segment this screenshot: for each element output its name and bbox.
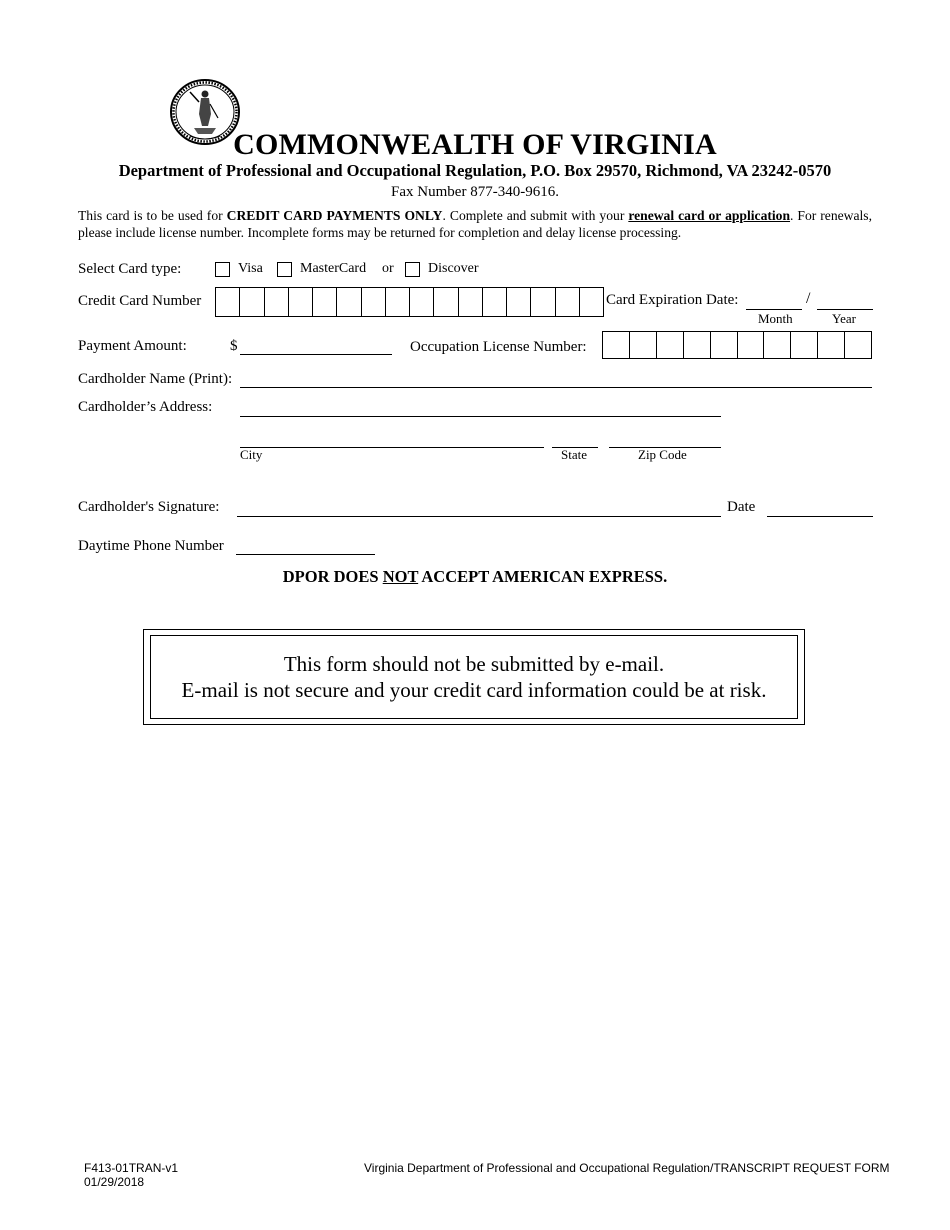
cc-cells-digit[interactable] [580, 288, 603, 316]
cc-cells-digit[interactable] [483, 288, 507, 316]
payment-amount-field[interactable] [240, 354, 392, 355]
exp-separator: / [806, 290, 811, 307]
phone-label: Daytime Phone Number [78, 538, 224, 554]
cc-cells-digit[interactable] [556, 288, 580, 316]
discover-checkbox[interactable] [405, 262, 420, 277]
month-caption: Month [758, 311, 793, 326]
footer-form-date: 01/29/2018 [84, 1175, 145, 1189]
signature-field[interactable] [237, 516, 721, 517]
intro-text: This card is to be used for CREDIT CARD PAYMENTS ONLY. Complete and submit with your renewal card or application. For renewals, please include license number. Incomplete forms may be returned for completion and delay license processing. [78, 208, 872, 240]
currency-symbol: $ [230, 338, 238, 354]
cc-number-label: Credit Card Number [78, 293, 202, 309]
cc-cells-digit[interactable] [337, 288, 361, 316]
visa-label: Visa [238, 261, 263, 276]
footer-form-id: F413-01TRAN-v1 01/29/2018 [84, 1161, 179, 1189]
fax-number: Fax Number 877-340-9616. [391, 184, 559, 200]
state-caption: State [561, 447, 587, 462]
card-type-label: Select Card type: [78, 261, 182, 277]
lic-cells-digit[interactable] [684, 332, 711, 358]
cc-number-input[interactable] [215, 287, 604, 317]
lic-cells-digit[interactable] [738, 332, 765, 358]
address-street-field[interactable] [240, 416, 721, 417]
city-caption: City [240, 447, 263, 462]
cardholder-address-label: Cardholder’s Address: [78, 399, 213, 415]
cc-cells-digit[interactable] [362, 288, 386, 316]
cc-cells-digit[interactable] [265, 288, 289, 316]
amex-notice: DPOR DOES NOT ACCEPT AMERICAN EXPRESS. [282, 567, 668, 586]
lic-cells-digit[interactable] [845, 332, 871, 358]
cc-cells-digit[interactable] [410, 288, 434, 316]
lic-cells-digit[interactable] [711, 332, 738, 358]
page-title: COMMONWEALTH OF VIRGINIA [233, 128, 717, 161]
exp-year-field[interactable] [817, 309, 873, 310]
date-field[interactable] [767, 516, 873, 517]
exp-month-field[interactable] [746, 309, 802, 310]
cardholder-name-label: Cardholder Name (Print): [78, 371, 233, 387]
address-city-field[interactable] [240, 447, 544, 448]
email-warning-box [150, 635, 798, 719]
mastercard-label: MasterCard [300, 261, 367, 276]
cc-cells-digit[interactable] [507, 288, 531, 316]
lic-cells-digit[interactable] [818, 332, 845, 358]
intro-underline: renewal card or application [628, 208, 791, 223]
lic-cells-digit[interactable] [657, 332, 684, 358]
lic-cells-digit[interactable] [764, 332, 791, 358]
year-caption: Year [832, 311, 856, 326]
lic-cells-digit[interactable] [791, 332, 818, 358]
date-label: Date [727, 499, 756, 515]
cc-cells-digit[interactable] [289, 288, 313, 316]
footer-agency-form: Virginia Department of Professional and Occupational Regulation/TRANSCRIPT REQUEST FORM [364, 1161, 890, 1175]
cc-cells-digit[interactable] [459, 288, 483, 316]
visa-checkbox[interactable] [215, 262, 230, 277]
intro-bold: CREDIT CARD PAYMENTS ONLY [226, 208, 443, 223]
cc-cells-digit[interactable] [434, 288, 458, 316]
cc-cells-digit[interactable] [313, 288, 337, 316]
cc-cells-digit[interactable] [386, 288, 410, 316]
phone-field[interactable] [236, 554, 375, 555]
cc-cells-digit[interactable] [240, 288, 264, 316]
expiration-label: Card Expiration Date: [606, 292, 739, 308]
signature-label: Cardholder's Signature: [78, 499, 220, 515]
department-address: Department of Professional and Occupational Regulation, P.O. Box 29570, Richmond, VA 23242-0570 [118, 161, 832, 180]
or-text: or [382, 261, 394, 276]
cc-cells-digit[interactable] [531, 288, 555, 316]
license-number-input[interactable] [602, 331, 872, 359]
license-number-label: Occupation License Number: [410, 339, 587, 355]
lic-cells-digit[interactable] [603, 332, 630, 358]
email-warning-line2: E-mail is not secure and your credit card information could be at risk. [181, 678, 767, 702]
cardholder-name-field[interactable] [240, 387, 872, 388]
cc-cells-digit[interactable] [216, 288, 240, 316]
lic-cells-digit[interactable] [630, 332, 657, 358]
discover-label: Discover [428, 261, 479, 276]
zip-caption: Zip Code [638, 447, 687, 462]
email-warning-line1: This form should not be submitted by e-mail. [283, 652, 665, 676]
mastercard-checkbox[interactable] [277, 262, 292, 277]
payment-amount-label: Payment Amount: [78, 338, 187, 354]
